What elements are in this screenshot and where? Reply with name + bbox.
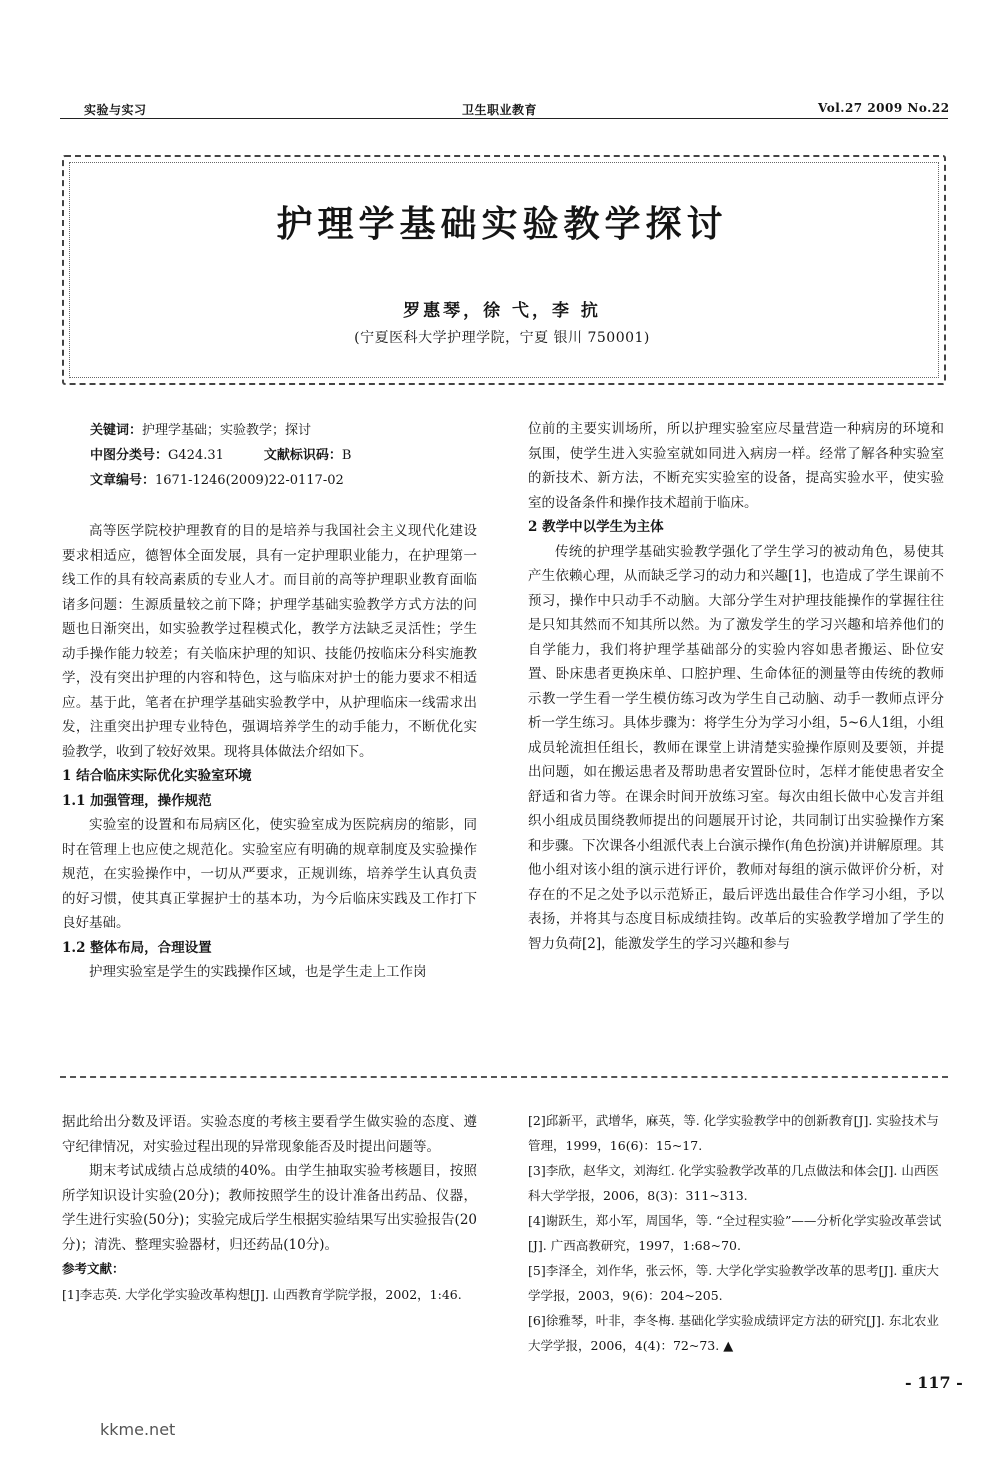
section-1-2-paragraph: 护理实验室是学生的实践操作区域，也是学生走上工作岗 xyxy=(89,964,427,980)
clc-value: G424.31 xyxy=(168,448,224,463)
header-section-label: 实验与实习 xyxy=(84,103,147,117)
doccode-label: 文献标识码： xyxy=(263,448,342,463)
header-volume-info: Vol.27 2009 No.22 xyxy=(818,101,950,115)
intro-paragraph: 高等医学院校护理教育的目的是培养与我国社会主义现代化建设要求相适应，德智体全面发展，具有一定护理职业能力，在护理第一线工作的具有较高素质的专业人才。而目前的高等护理职业教育面临诸多问题：生源质量较之前下降；护理学基础实验教学方式方法的问题也日渐突出，如实验教学过程模式化，教学方法缺乏灵活性；学生动手操作能力较差；有关临床护理的知识、技能仍按临床分科实施教学，没有突出护理的内容和特色，这与临床对护士的能力要求不相适应。基于此，笔者在护理学基础实验教学中，从护理临床一线需求出发，注重突出护理专业特色，强调培养学生的动手能力，不断优化实验教学，收到了较好效果。现将具体做法介绍如下。 xyxy=(62,523,477,760)
article-metadata xyxy=(90,418,490,493)
continued-paragraph: 位前的主要实训场所，所以护理实验室应尽量营造一种病房的环境和氛围，使学生进入实验室就如同进入病房一样。经常了解各种实验室的新技术、新方法，不断充实实验室的设备，提高实验水平，使实验室的设备条件和操作技术超前于临床。 xyxy=(528,421,944,511)
reference-6 xyxy=(528,1308,944,1359)
section-1-2-heading: 1.2 整体布局，合理设置 xyxy=(62,939,212,956)
reference-2: [2]邱新平，武增华，麻英，等. 化学实验教学中的创新教育[J]. 实验技术与管理，1999，16(6)：15~17. xyxy=(528,1113,939,1153)
bottom-left-column xyxy=(62,1110,477,1307)
section-1-1-heading: 1.1 加强管理，操作规范 xyxy=(62,792,212,809)
doccode-value: B xyxy=(341,448,352,463)
article-authors: 罗惠琴，徐 弋，李 抗 xyxy=(403,301,601,321)
section-2-heading: 2 教学中以学生为主体 xyxy=(528,519,664,535)
header-rule xyxy=(60,118,948,119)
clc-label: 中图分类号： xyxy=(90,448,169,463)
title-frame xyxy=(62,155,946,385)
article-number-line xyxy=(90,468,490,493)
section-2-paragraph: 传统的护理学基础实验教学强化了学生学习的被动角色，易使其产生依赖心理，从而缺乏学习的动力和兴趣[1]，也造成了学生课前不预习，操作中只动手不动脑。大部分学生对护理技能操作的掌握往往是只知其然而不知其所以然。为了激发学生的学习兴趣和培养他们的自学能力，我们将护理学基础部分的实验内容如患者搬运、卧位安置、卧床患者更换床单、口腔护理、生命体征的测量等由传统的教师示教一学生看一学生模仿练习改为学生自己动脑、动手一教师点评分析一学生练习。具体步骤为：将学生分为学习小组，5~6人1组，小组成员轮流担任组长，教师在课堂上讲清楚实验操作原则及要领，并提出问题，如在搬运患者及帮助患者安置卧位时，怎样才能使患者安全舒适和省力等。在课余时间开放练习室。每次由组长做中心发言并组织小组成员围绕教师提出的问题展开讨论，共同制订出实验操作方案和步骤。下次课各小组派代表上台演示操作(角色扮演)并讲解原理。其他小组对该小组的演示进行评价，教师对每组的演示做评价分析，对存在的不足之处予以示范矫正，最后评选出最佳合作学习小组，予以表扬，并将其与态度目标成绩挂钩。改革后的实验教学增加了学生的智力负荷[2]，能激发学生的学习兴趣和参与 xyxy=(528,543,944,952)
site-watermark: kkme.net xyxy=(100,1420,176,1439)
page-number: - 117 - xyxy=(905,1373,963,1392)
reference-4: [4]谢跃生，郑小军，周国华，等. “全过程实验”——分析化学实验改革尝试[J]. 广西高教研究，1997，1:68~70. xyxy=(528,1213,942,1253)
section-1-1-paragraph: 实验室的设置和布局病区化，使实验室成为医院病房的缩影，同时在管理上也应使之规范化。实验室应有明确的规章制度及实验操作规范，在实验操作中，一切从严要求，正规训练，培养学生认真负责的好习惯，使其真正掌握护士的基本功，为今后临床实践及工作打下良好基础。 xyxy=(62,817,477,931)
reference-5: [5]李泽全，刘作华，张云怀，等. 大学化学实验教学改革的思考[J]. 重庆大学学报，2003，9(6)：204~205. xyxy=(528,1263,939,1303)
keywords-value: 护理学基础；实验教学；探讨 xyxy=(142,423,312,438)
final-exam-paragraph: 期末考试成绩占总成绩的40%。由学生抽取实验考核题目，按照所学知识设计实验(20分)；教师按照学生的设计准备出药品、仪器，学生进行实验(50分)；实验完成后学生根据实验结果写出实验报告(20分)；清洗、整理实验器材，归还药品(10分)。 xyxy=(62,1163,477,1253)
article-affiliation: (宁夏医科大学护理学院，宁夏 银川 750001) xyxy=(354,330,650,346)
bottom-right-column xyxy=(528,1108,944,1359)
reference-6-text: [6]徐雅琴，叶非，李冬梅. 基础化学实验成绩评定方法的研究[J]. 东北农业大学学报，2006，4(4)：72~73. xyxy=(528,1313,939,1353)
right-column xyxy=(528,417,944,956)
references-heading: 参考文献： xyxy=(62,1261,125,1276)
articleno-label: 文章编号： xyxy=(90,473,156,488)
article-title: 护理学基础实验教学探讨 xyxy=(276,203,728,245)
end-triangle-icon: ▲ xyxy=(723,1339,734,1354)
section-1-heading: 1 结合临床实际优化实验室环境 xyxy=(62,768,252,784)
article-divider xyxy=(60,1076,948,1078)
keywords-line xyxy=(90,418,490,443)
classification-line xyxy=(90,443,490,468)
continued-text-paragraph: 据此给出分数及评语。实验态度的考核主要看学生做实验的态度、遵守纪律情况，对实验过程出现的异常现象能否及时提出问题等。 xyxy=(62,1114,477,1155)
header-journal-name: 卫生职业教育 xyxy=(462,103,538,117)
left-column xyxy=(62,519,477,985)
keywords-label: 关键词： xyxy=(90,423,143,438)
articleno-value: 1671-1246(2009)22-0117-02 xyxy=(155,473,344,488)
reference-1: [1]李志英. 大学化学实验改革构想[J]. 山西教育学院学报，2002，1:46. xyxy=(62,1286,462,1302)
reference-3: [3]李欣，赵华文，刘海红. 化学实验教学改革的几点做法和体会[J]. 山西医科大学学报，2006，8(3)：311~313. xyxy=(528,1163,939,1203)
